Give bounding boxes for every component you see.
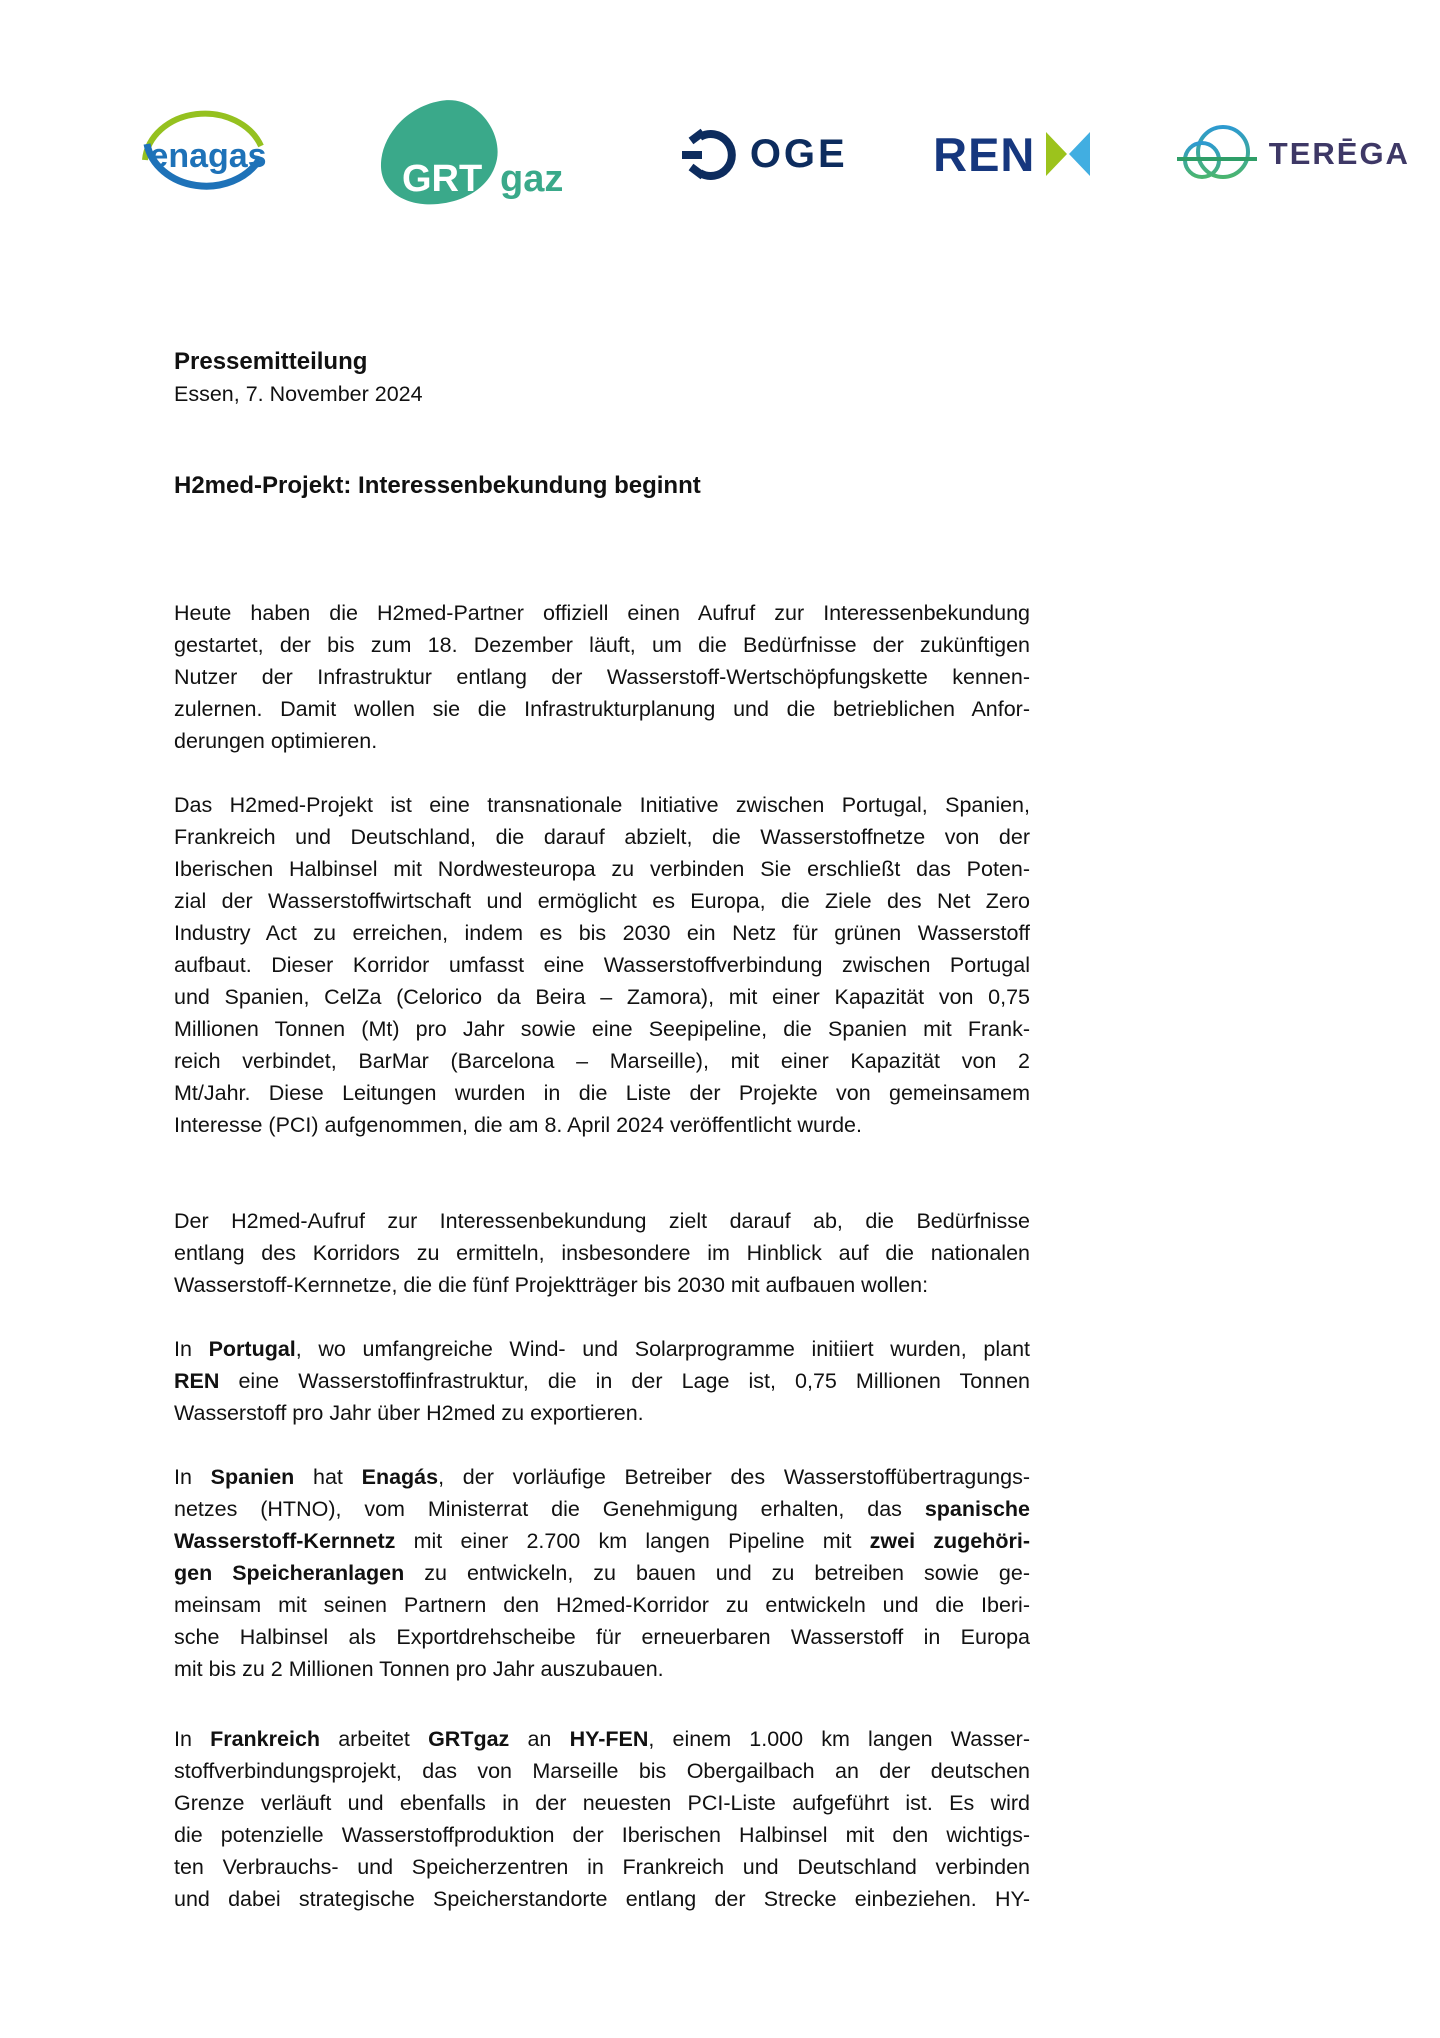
text-line: Iberischen Halbinsel mit Nordwesteuropa zu verbinden Sie erschließt das Poten-: [174, 857, 1030, 881]
text-line: stoffverbindungsprojekt, das von Marseille bis Obergailbach an der deutschen: [174, 1759, 1030, 1783]
text-line: Der H2med-Aufruf zur Interessenbekundung zielt darauf ab, die Bedürfnisse: [174, 1209, 1030, 1233]
page-title: H2med-Projekt: Interessenbekundung beginnt: [174, 472, 701, 499]
paragraph: [174, 1205, 1030, 1301]
terega-logo-icon: [1177, 122, 1257, 186]
paragraph: [174, 597, 1030, 757]
terega-wordmark: TERĒGA: [1268, 136, 1410, 171]
paragraph: [174, 1333, 1030, 1429]
text-line: und Spanien, CelZa (Celorico da Beira – Zamora), mit einer Kapazität von 0,75: [174, 985, 1030, 1009]
text-line: derungen optimieren.: [174, 729, 378, 753]
text-line: die potenzielle Wasserstoffproduktion der Iberischen Halbinsel mit den wichtigs-: [174, 1823, 1030, 1847]
text-line: In Frankreich arbeitet GRTgaz an HY-FEN, einem 1.000 km langen Wasser-: [174, 1727, 1030, 1751]
ren-bowtie-icon: [1045, 131, 1091, 177]
enagas-logo: [133, 98, 283, 210]
text-line: reich verbindet, BarMar (Barcelona – Marseille), mit einer Kapazität von 2: [174, 1049, 1030, 1073]
text-line: Wasserstoff-Kernnetze, die die fünf Projektträger bis 2030 mit aufbauen wollen:: [174, 1273, 929, 1297]
enagas-logo-icon: [133, 98, 283, 210]
text-line: Das H2med-Projekt ist eine transnationale Initiative zwischen Portugal, Spanien,: [174, 793, 1030, 817]
text-line: Heute haben die H2med-Partner offiziell einen Aufruf zur Interessenbekundung: [174, 601, 1030, 625]
text-line: Wasserstoff-Kernnetz mit einer 2.700 km langen Pipeline mit zwei zugehöri-: [174, 1529, 1030, 1553]
text-line: meinsam mit seinen Partnern den H2med-Korridor zu entwickeln und die Iberi-: [174, 1593, 1030, 1617]
dateline: Essen, 7. November 2024: [174, 382, 423, 406]
ren-logo: [933, 127, 1091, 182]
paragraph: [174, 789, 1030, 1141]
text-line: REN eine Wasserstoffinfrastruktur, die in der Lage ist, 0,75 Millionen Tonnen: [174, 1369, 1030, 1393]
text-line: ten Verbrauchs- und Speicherzentren in Frankreich und Deutschland verbinden: [174, 1855, 1030, 1879]
text-line: Wasserstoff pro Jahr über H2med zu exportieren.: [174, 1401, 644, 1425]
grtgaz-logo: [368, 97, 596, 212]
text-line: Nutzer der Infrastruktur entlang der Wasserstoff-Wertschöpfungskette kennen-: [174, 665, 1030, 689]
body-copy: [174, 597, 1030, 1915]
oge-arrow-top: [691, 132, 703, 141]
text-line: entlang des Korridors zu ermitteln, insbesondere im Hinblick auf die nationalen: [174, 1241, 1030, 1265]
text-line: In Spanien hat Enagás, der vorläufige Betreiber des Wasserstoffübertragungs-: [174, 1465, 1030, 1489]
paragraph: [174, 1461, 1030, 1685]
grtgaz-wordmark-grt: GRT: [402, 157, 483, 200]
grtgaz-wordmark-gaz: gaz: [500, 157, 564, 200]
document-kind: Pressemitteilung: [174, 348, 368, 375]
text-line: gen Speicheranlagen zu entwickeln, zu bauen und zu betreiben sowie ge-: [174, 1561, 1030, 1585]
oge-wordmark: OGE: [749, 131, 848, 176]
text-line: netzes (HTNO), vom Ministerrat die Genehmigung erhalten, das spanische: [174, 1497, 1030, 1521]
text-line: Grenze verläuft und ebenfalls in der neuesten PCI-Liste aufgeführt ist. Es wird: [174, 1791, 1030, 1815]
text-line: Industry Act zu erreichen, indem es bis 2030 ein Netz für grünen Wasserstoff: [174, 921, 1030, 945]
paragraph: [174, 1723, 1030, 1915]
terega-logo: [1177, 122, 1410, 186]
text-line: zulernen. Damit wollen sie die Infrastrukturplanung und die betrieblichen Anfor-: [174, 697, 1030, 721]
partner-logo-row: [133, 88, 1410, 220]
text-line: gestartet, der bis zum 18. Dezember läuft, um die Bedürfnisse der zukünftigen: [174, 633, 1030, 657]
terega-big-circle: [1198, 127, 1248, 177]
text-line: In Portugal, wo umfangreiche Wind- und Solarprogramme initiiert wurden, plant: [174, 1337, 1030, 1361]
oge-logo: [682, 125, 848, 183]
text-line: Mt/Jahr. Diese Leitungen wurden in die Liste der Projekte von gemeinsamem: [174, 1081, 1030, 1105]
text-line: aufbaut. Dieser Korridor umfasst eine Wasserstoffverbindung zwischen Portugal: [174, 953, 1030, 977]
text-line: Interesse (PCI) aufgenommen, die am 8. April 2024 veröffentlicht wurde.: [174, 1113, 862, 1137]
ren-blue-triangle: [1069, 132, 1090, 176]
text-line: Millionen Tonnen (Mt) pro Jahr sowie eine Seepipeline, die Spanien mit Frank-: [174, 1017, 1030, 1041]
text-line: zial der Wasserstoffwirtschaft und ermöglicht es Europa, die Ziele des Net Zero: [174, 889, 1030, 913]
ren-green-triangle: [1046, 132, 1067, 176]
text-line: und dabei strategische Speicherstandorte entlang der Strecke einbeziehen. HY-: [174, 1887, 1030, 1911]
text-line: sche Halbinsel als Exportdrehscheibe für erneuerbaren Wasserstoff in Europa: [174, 1625, 1030, 1649]
text-line: Frankreich und Deutschland, die darauf abzielt, die Wasserstoffnetze von der: [174, 825, 1030, 849]
document-content: [174, 348, 1030, 1915]
grtgaz-logo-icon: [368, 97, 596, 212]
text-line: mit bis zu 2 Millionen Tonnen pro Jahr auszubauen.: [174, 1657, 664, 1681]
enagas-wordmark: enagas: [149, 137, 267, 175]
ren-wordmark: REN: [933, 127, 1036, 181]
oge-logo-icon: [682, 125, 740, 183]
oge-circle-arc: [700, 134, 732, 176]
oge-arrow-bottom: [691, 167, 703, 176]
